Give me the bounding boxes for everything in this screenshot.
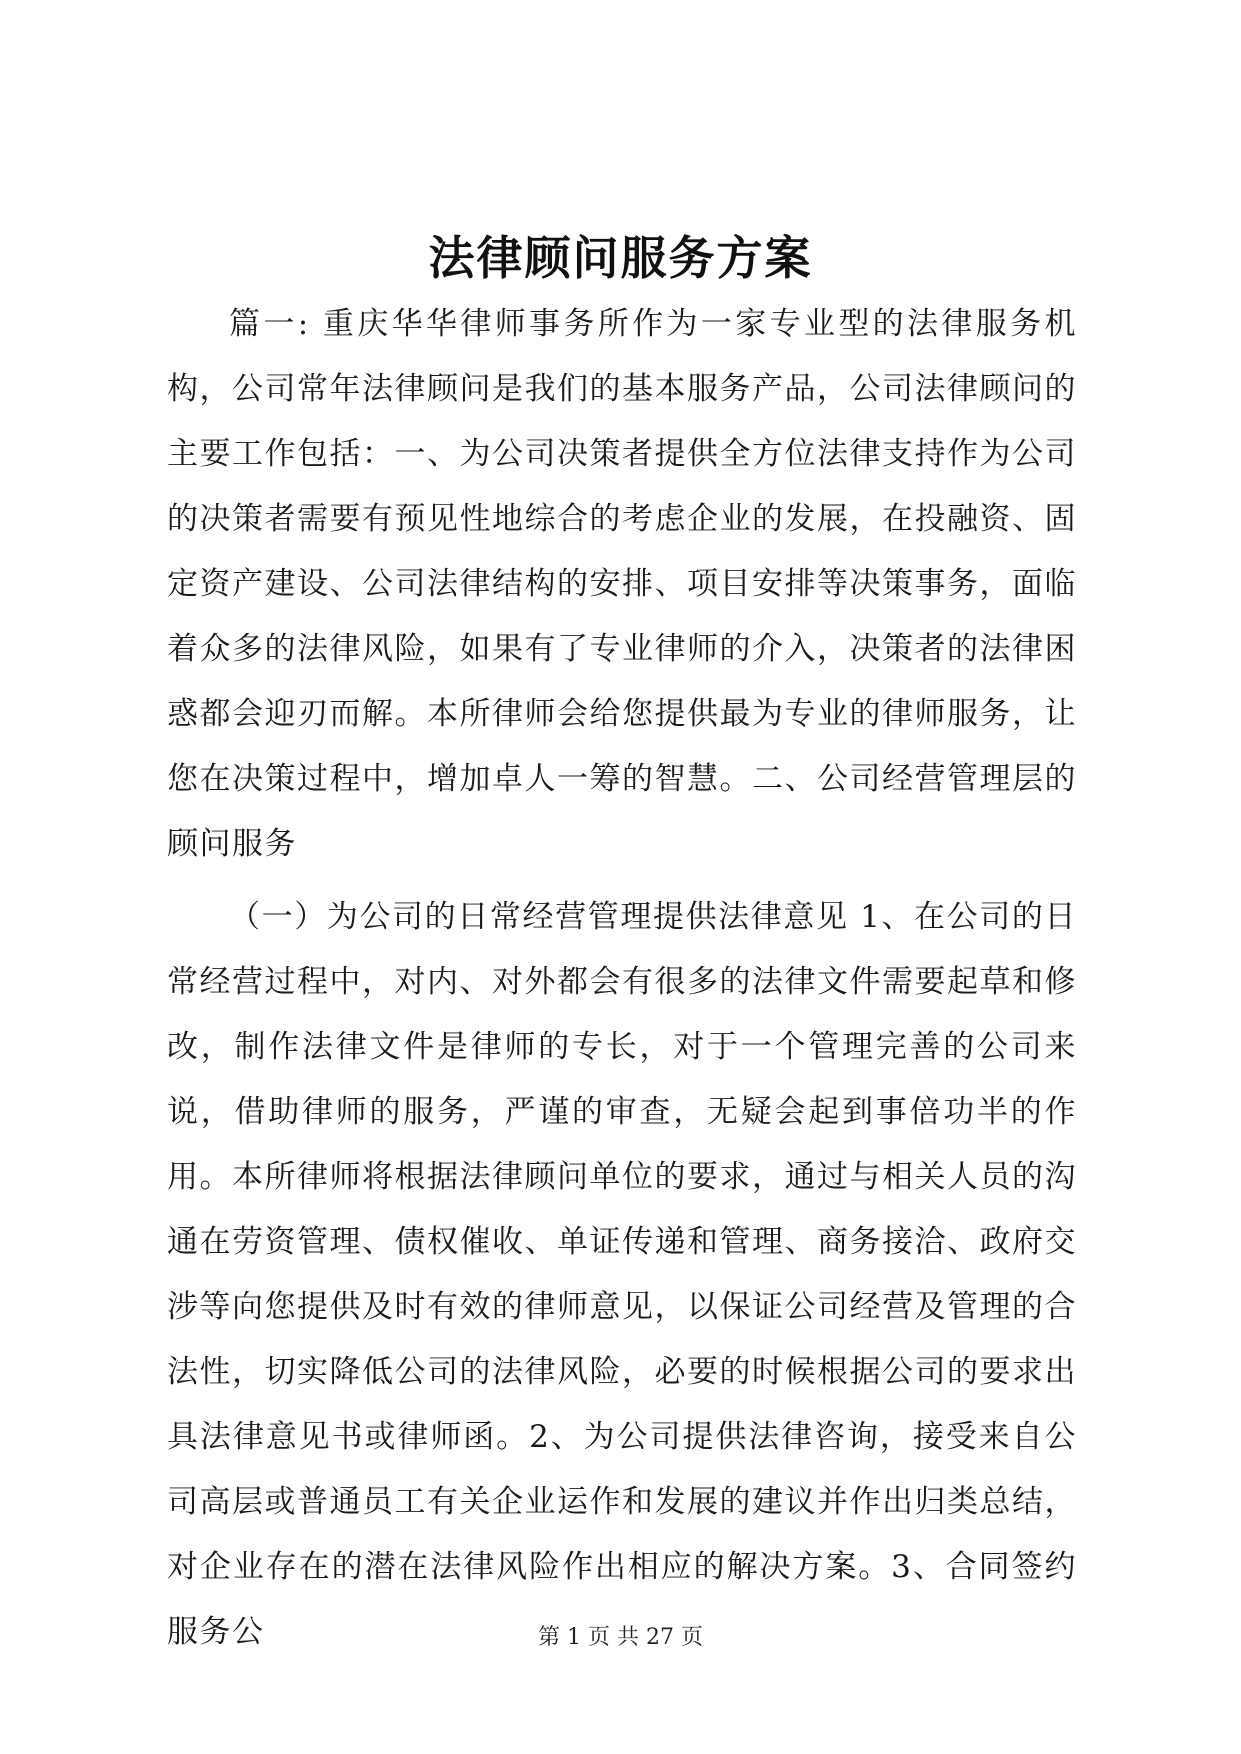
page-number-footer: 第 1 页 共 27 页 (538, 1625, 703, 1650)
document-title: 法律顾问服务方案 (428, 231, 813, 285)
paragraph-1: 篇一: 重庆华华律师事务所作为一家专业型的法律服务机构，公司常年法律顾问是我们的基本服务产品，公司法律顾问的主要工作包括：一、为公司决策者提供全方位法律支持作为公司的决策者需要有预见性地综合的考虑企业的发展，在投融资、固定资产建设、公司法律结构的安排、项目安排等决策事务，面临着众多的法律风险，如果有了专业律师的介入，决策者的法律困惑都会迎刃而解。本所律师会给您提供最为专业的律师服务，让您在决策过程中，增加卓人一筹的智慧。二、公司经营管理层的顾问服务 (167, 306, 1077, 862)
paragraph-2: （一）为公司的日常经营管理提供法律意见 1、在公司的日常经营过程中，对内、对外都会有很多的法律文件需要起草和修改，制作法律文件是律师的专长，对于一个管理完善的公司来说，借助律师的服务，严谨的审查，无疑会起到事倍功半的作用。本所律师将根据法律顾问单位的要求，通过与相关人员的沟通在劳资管理、债权催收、单证传递和管理、商务接洽、政府交涉等向您提供及时有效的律师意见，以保证公司经营及管理的合法性，切实降低公司的法律风险，必要的时候根据公司的要求出具法律意见书或律师函。2、为公司提供法律咨询，接受来自公司高层或普通员工有关企业运作和发展的建议并作出归类总结，对企业存在的潜在法律风险作出相应的解决方案。3、合同签约服务公 (167, 899, 1077, 1650)
document-body (167, 292, 1077, 1665)
